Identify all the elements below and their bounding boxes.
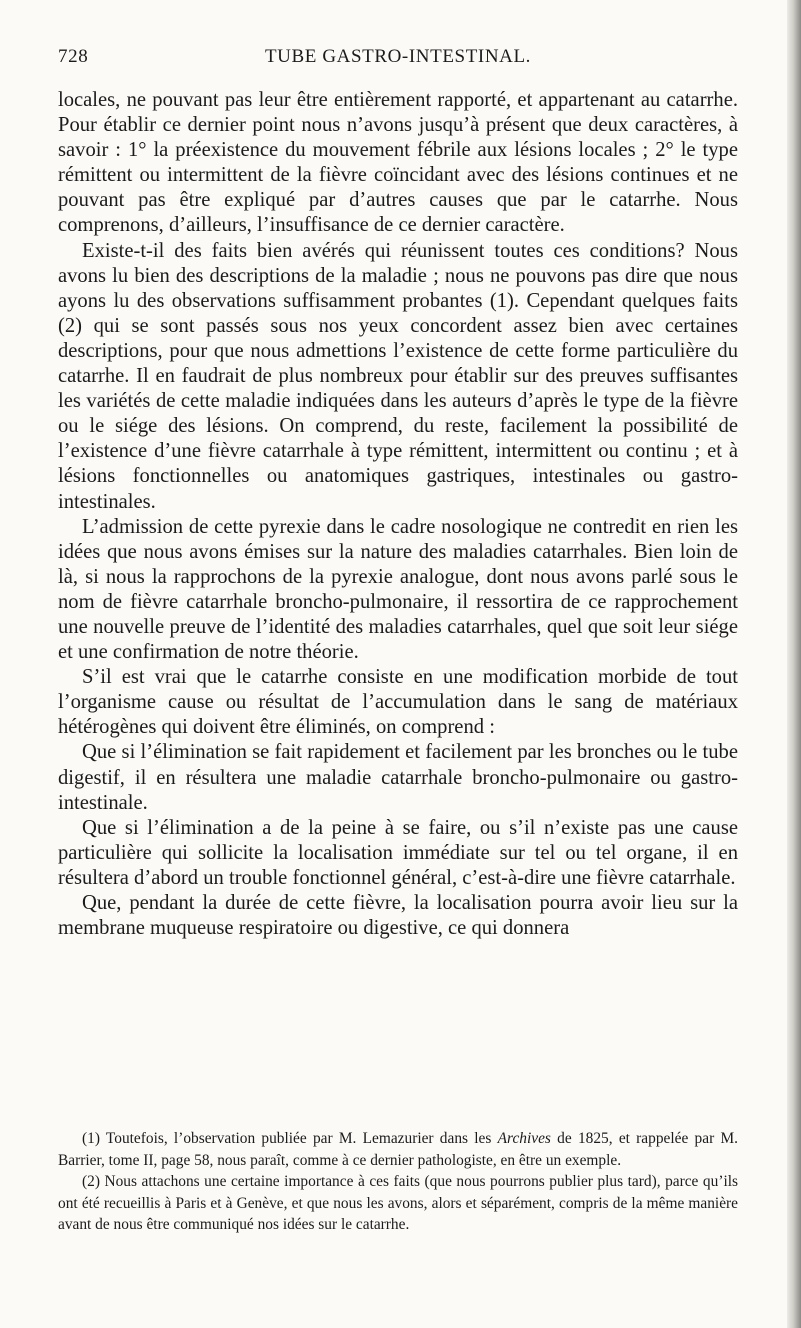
paragraph-6: Que si l’élimination a de la peine à se faire, ou s’il n’existe pas une cause particulière qui sollicite la localisation immédiate sur tel ou tel organe, il en résultera d’abord un trouble fonctionnel général, c’est-à-dire une fièvre catarrhale.: [58, 816, 738, 889]
paragraph-5: Que si l’élimination se fait rapidement et facilement par les bronches ou le tube digestif, il en résultera une maladie catarrhale broncho-pulmonaire ou gastro-intestinale.: [58, 741, 738, 814]
paragraph-2: Existe-t-il des faits bien avérés qui réunissent toutes ces conditions? Nous avons lu bien des descriptions de la maladie ; nous ne pouvons pas dire que nous ayons lu des observations suffisamment probantes (1). Cependant quelques faits (2) qui se sont passés sous nos yeux concordent assez bien avec certaines descriptions, pour que nous admettions l’existence de cette forme particulière du catarrhe. Il en faudrait de plus nombreux pour établir sur des preuves suffisantes les variétés de cette maladie indiquées dans les auteurs d’après le type de la fièvre ou le siége des lésions. On comprend, du reste, facilement la possibilité de l’existence d’une fièvre catarrhale à type rémittent, intermittent ou continu ; et à lésions fonctionnelles ou anatomiques gastriques, intestinales ou gastro-intestinales.: [58, 239, 738, 513]
page-number: 728: [58, 46, 89, 67]
paragraph-7: Que, pendant la durée de cette fièvre, la localisation pourra avoir lieu sur la membrane muqueuse respiratoire ou digestive, ce qui donnera: [58, 892, 738, 940]
footnote-1-text-end: de 1825, et rappelée par M. Barrier, tome II, page 58, nous paraît, comme à ce dernier pathologiste, en être un exemple.: [58, 1130, 738, 1169]
footnotes: [58, 1128, 738, 1236]
running-title: TUBE GASTRO-INTESTINAL.: [264, 46, 532, 67]
footnote-1-text: (1) Toutefois, l’observation publiée par M. Lemazurier dans les: [82, 1130, 498, 1147]
body-text: [58, 88, 738, 941]
paragraph-4: S’il est vrai que le catarrhe consiste en une modification morbide de tout l’organisme cause ou résultat de l’accumulation dans le sang de matériaux hétérogènes qui doivent être éliminés, on comprend :: [58, 666, 738, 739]
paragraph-3: L’admission de cette pyrexie dans le cadre nosologique ne contredit en rien les idées que nous avons émises sur la nature des maladies catarrhales. Bien loin de là, si nous la rapprochons de la pyrexie analogue, dont nous avons parlé sous le nom de fièvre catarrhale broncho-pulmonaire, il ressortira de ce rapprochement une nouvelle preuve de l’identité des maladies catarrhales, quel que soit leur siége et une confirmation de notre théorie.: [58, 515, 738, 664]
footnote-2: (2) Nous attachons une certaine importance à ces faits (que nous pourrons publier plus tard), parce qu’ils ont été recueillis à Paris et à Genève, et que nous les avons, alors et séparément, compris de la même manière avant de nous être communiqué nos idées sur le catarrhe.: [58, 1173, 738, 1234]
page-edge-shadow: [787, 0, 801, 1328]
paragraph-1: locales, ne pouvant pas leur être entièrement rapporté, et appartenant au catarrhe. Pour établir ce dernier point nous n’avons jusqu’à présent que deux caractères, à savoir : 1° la préexistence du mouvement fébrile aux lésions locales ; 2° le type rémittent ou intermittent de la fièvre coïncidant avec des lésions continues et ne pouvant pas être expliqué par d’autres causes que par le catarrhe. Nous comprenons, d’ailleurs, l’insuffisance de ce dernier caractère.: [58, 89, 738, 237]
footnote-1-journal: Archives: [497, 1130, 551, 1147]
footnote-1: [58, 1128, 738, 1171]
page-header: [58, 46, 738, 72]
